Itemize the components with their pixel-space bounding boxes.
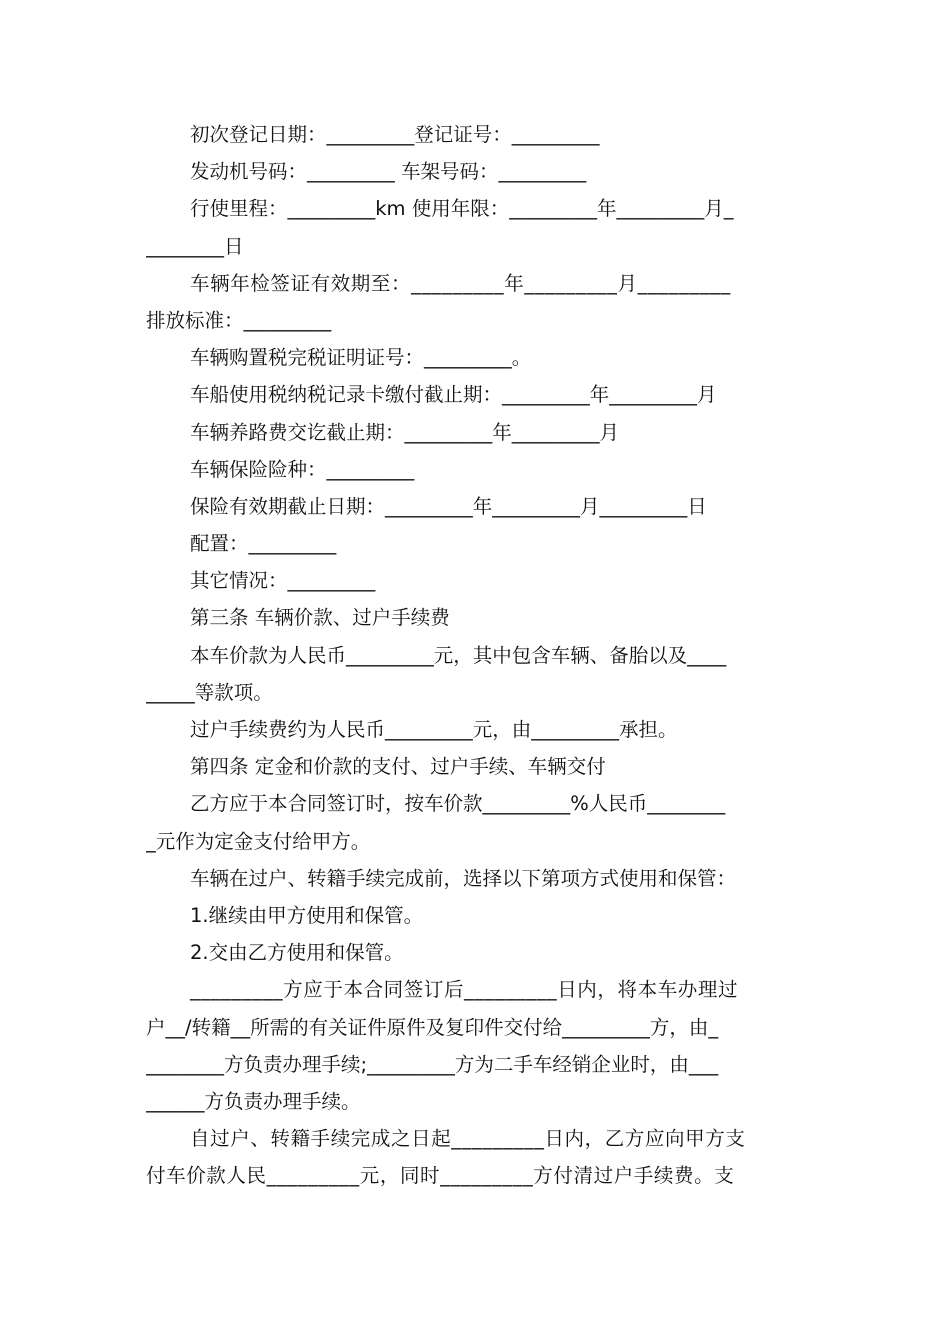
text-line-custody-choice: 车辆在过户、转籍手续完成前，选择以下第项方式使用和保管：	[190, 866, 737, 890]
text-line-other: 其它情况：_________	[190, 569, 376, 593]
text-line-vehicle-price: 本车价款为人民币_________元，其中包含车辆、备胎以及____	[190, 643, 727, 667]
section-heading-article-3: 第三条 车辆价款、过户手续费	[190, 606, 450, 630]
text-line-payment-cont: 付车价款人民_________元，同时_________方付清过户手续费。支	[146, 1164, 735, 1188]
section-heading-article-4: 第四条 定金和价款的支付、过户手续、车辆交付	[190, 755, 606, 779]
text-line-documents-delivery-cont-3: ______方负责办理手续。	[146, 1089, 361, 1113]
text-line-insurance-expiry: 保险有效期截止日期：_________年_________月_________日	[190, 494, 707, 518]
text-line-vehicle-tax: 车船使用税纳税记录卡缴付截止期：_________年_________月	[190, 383, 717, 407]
text-line-road-fee: 车辆养路费交讫截止期：_________年_________月	[190, 420, 620, 444]
text-line-transfer-fee: 过户手续费约为人民币_________元，由_________承担。	[190, 718, 678, 741]
text-line-mileage-cont: ________日	[146, 234, 244, 258]
text-line-emission-standard: 排放标准：_________	[146, 308, 332, 332]
text-line-insurance-type: 车辆保险险种：_________	[190, 457, 415, 481]
text-line-inspection-validity: 车辆年检签证有效期至：_________年_________月_________	[190, 271, 731, 295]
text-line-mileage: 行使里程：_________km 使用年限：_________年_________月_	[190, 197, 734, 221]
text-line-deposit-cont: _元作为定金支付给甲方。	[146, 829, 371, 853]
text-line-payment: 自过户、转籍手续完成之日起_________日内，乙方应向甲方支	[190, 1127, 746, 1151]
text-line-documents-delivery-cont-1: 户__/转籍__所需的有关证件原件及复印件交付给_________方，由_	[146, 1015, 719, 1039]
contract-body	[146, 116, 810, 1194]
text-line-deposit: 乙方应于本合同签订时，按车价款_________%人民币________	[190, 792, 726, 816]
list-item-option-1: 1.继续由甲方使用和保管。	[190, 903, 424, 927]
text-line-documents-delivery: _________方应于本合同签订后_________日内，将本车办理过	[190, 978, 739, 1002]
text-line-first-registration-date: 初次登记日期：_________登记证号：_________	[190, 123, 600, 146]
list-item-option-2: 2.交由乙方使用和保管。	[190, 941, 404, 965]
text-line-configuration: 配置：_________	[190, 532, 337, 556]
text-line-purchase-tax: 车辆购置税完税证明证号：_________。	[190, 346, 532, 370]
text-line-engine-number: 发动机号码：_________ 车架号码：_________	[190, 160, 587, 184]
text-line-vehicle-price-cont: _____等款项。	[146, 680, 273, 704]
text-line-documents-delivery-cont-2: ________方负责办理手续;_________方为二手车经销企业时，由___	[146, 1052, 719, 1076]
